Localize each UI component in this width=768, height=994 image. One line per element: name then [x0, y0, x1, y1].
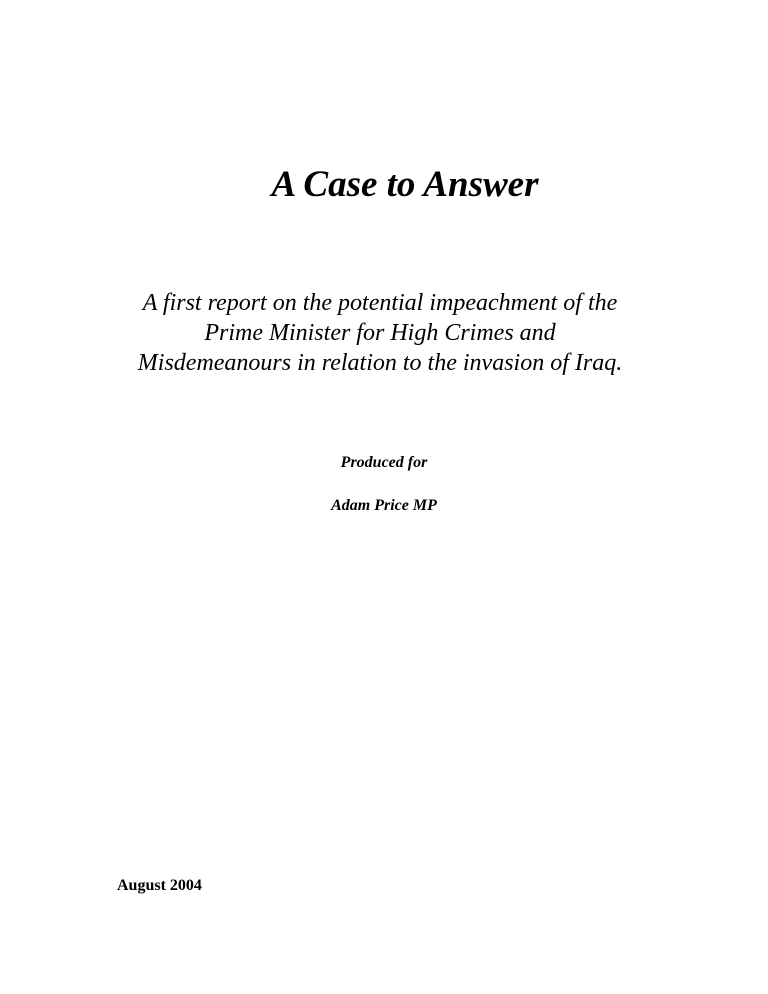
author-name: Adam Price MP	[331, 497, 437, 514]
subtitle-line: Misdemeanours in relation to the invasion of Iraq.	[137, 350, 623, 376]
publication-date: August 2004	[117, 877, 202, 894]
subtitle-line: A first report on the potential impeachment of the	[142, 290, 618, 316]
document-subtitle	[110, 288, 650, 378]
subtitle-line: Prime Minister for High Crimes and	[204, 320, 556, 346]
produced-for-label: Produced for	[340, 454, 428, 471]
document-title: A Case to Answer	[271, 164, 539, 205]
